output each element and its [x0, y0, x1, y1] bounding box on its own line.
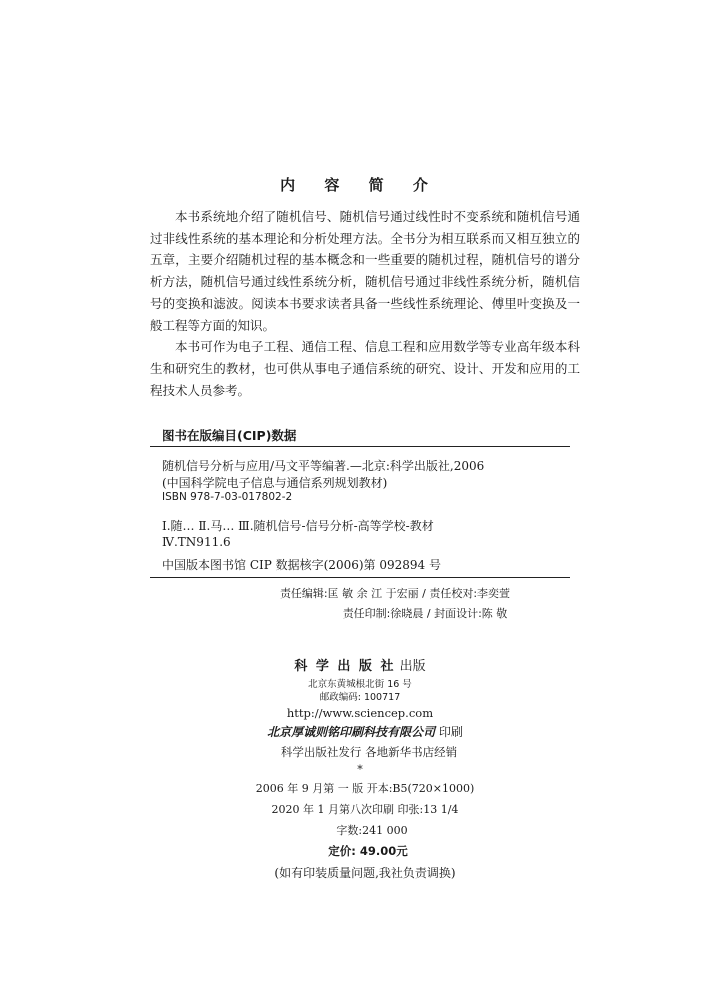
cip-heading: 图书在版编目(CIP)数据: [162, 428, 297, 443]
distribution-line: 科学出版社发行 各地新华书店经销: [280, 745, 458, 759]
publisher-postcode: 邮政编码: 100717: [319, 692, 401, 703]
intro-paragraph-1: 本书系统地介绍了随机信号、随机信号通过线性时不变系统和随机信号通过非线性系统的基本理论和分析处理方法。全书分为相互联系而又相互独立的五章，主要介绍随机过程的基本概念和一些重要的随机过程，随机信号的谱分析方法，随机信号通过线性系统分析，随机信号通过非线性系统分析，随机信号的变换和滤波。阅读本书要求读者具备一些线性系统理论、傅里叶变换及一般工程等方面的知识。: [150, 209, 580, 333]
publisher-name-line: [0, 656, 720, 678]
intro-paragraph-2: 本书可作为电子工程、通信工程、信息工程和应用数学等专业高年级本科生和研究生的教材，也可供从事电子通信系统的研究、设计、开发和应用的工程技术人员参考。: [150, 339, 580, 398]
printer-line: [10, 722, 720, 742]
page-title: 内 容 简 介: [280, 176, 440, 194]
credits-row-2: 责任印制:徐晓晨 / 封面设计:陈 敬: [342, 607, 508, 620]
publisher-address: 北京东黄城根北街 16 号: [308, 679, 412, 690]
cip-series-line: (中国科学院电子信息与通信系列规划教材): [162, 476, 388, 490]
printer-suffix: 印刷: [438, 725, 463, 739]
cip-isbn: ISBN 978-7-03-017802-2: [162, 491, 293, 503]
intro-text: [150, 206, 580, 401]
credits-row-1: 责任编辑:匡 敏 余 江 于宏丽 / 责任校对:李奕萱: [279, 587, 511, 600]
credits: [0, 584, 720, 624]
publisher-suffix: 出版: [399, 659, 426, 674]
edition-line-1: 2006 年 9 月第 一 版 开本:B5(720×1000): [255, 782, 475, 795]
cip-record-number: 中国版本图书馆 CIP 数据核字(2006)第 092894 号: [162, 558, 441, 572]
price: 定价: 49.00元: [328, 844, 408, 858]
cip-top-rule: [150, 446, 570, 447]
edition-line-2: 2020 年 1 月第八次印刷 印张:13 1/4: [271, 803, 459, 816]
publisher-block: [0, 656, 720, 884]
publisher-url: http://www.sciencep.com: [286, 706, 434, 720]
cip-classification-2: Ⅳ.TN911.6: [162, 535, 231, 549]
cip-classification-1: Ⅰ.随… Ⅱ.马… Ⅲ.随机信号-信号分析-高等学校-教材: [162, 519, 434, 533]
quality-notice: (如有印装质量问题,我社负责调换): [274, 866, 456, 880]
publisher-name: 科 学 出 版 社: [294, 659, 396, 674]
cip-title-line: 随机信号分析与应用/马文平等编著.—北京:科学出版社,2006: [162, 459, 485, 473]
word-count: 字数:241 000: [336, 824, 408, 837]
cip-bottom-rule: [150, 577, 570, 578]
separator-asterisk: *: [357, 763, 363, 776]
printer-name: 北京厚诚则铭印刷科技有限公司: [267, 725, 436, 739]
